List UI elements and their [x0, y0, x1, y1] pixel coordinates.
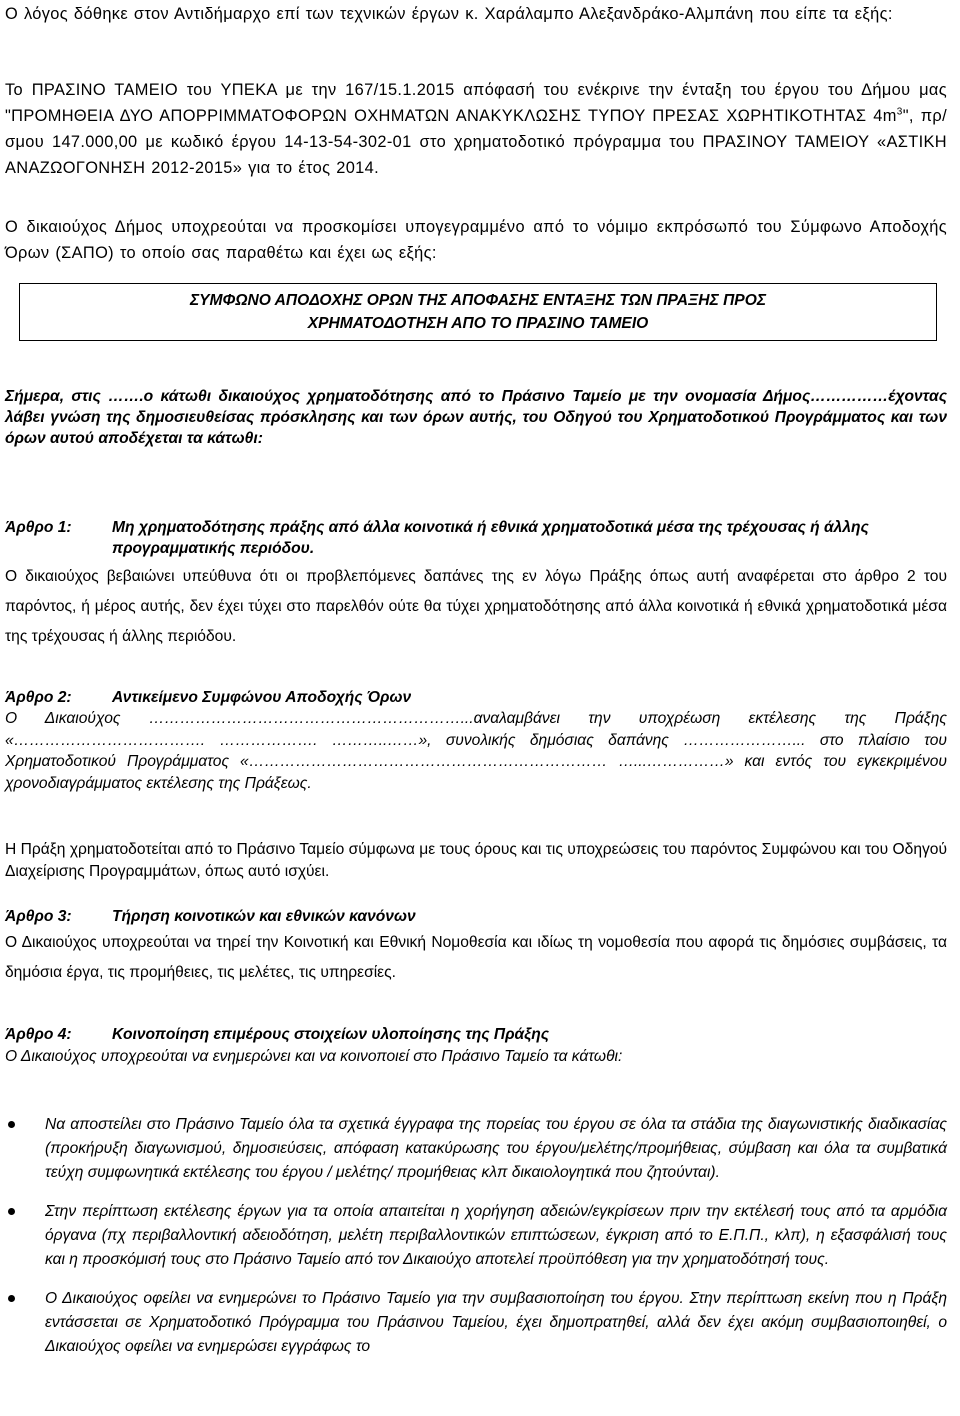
- decision-paragraph: [5, 77, 947, 181]
- list-item: [5, 1200, 947, 1272]
- obligation-paragraph: Ο δικαιούχος Δήμος υποχρεούται να προσκομίσει υπογεγραμμένο από το νόμιμο εκπρόσωπό του Σύμφωνο Αποδοχής Όρων (ΣΑΠΟ) το οποίο σας παραθέτω και έχει ως εξής:: [5, 218, 947, 262]
- article4-bullets-block: [5, 1113, 947, 1374]
- article3-number: Άρθρο 3:: [5, 908, 72, 925]
- decision-text-part1: Το ΠΡΑΣΙΝΟ ΤΑΜΕΙΟ του ΥΠΕΚΑ με την 167/15.1.2015 απόφασή του ενέκρινε την ένταξη του έργου του Δήμου μας "ΠΡΟΜΗΘΕΙΑ ΔΥΟ ΑΠΟΡΡΙΜΜΑΤΟΦΟΡΩΝ ΟΧΗΜΑΤΩΝ ΑΝΑΚΥΚΛΩΣΗΣ ΤΥΠΟΥ ΠΡΕΣΑΣ ΧΩΡΗΤΙΚΟΤΗΤΑΣ 4m: [5, 81, 947, 125]
- article1-body-block: [5, 562, 947, 652]
- bullet-text: Στην περίπτωση εκτέλεσης έργων για τα οποία απαιτείται η χορήγηση αδειών/εγκρίσεων πριν την εκτέλεσή τους από τα αρμόδια όργανα (πχ περιβαλλοντική αδειοδότηση, μελέτη περιβαλλοντικών επιπτώσεων, έγκριση από το Ε.Π.Π., κλπ), η εξασφάλισή τους και η προσκόμισή τους στο Πράσινο Ταμείο από τον Δικαιούχο αποτελεί προϋπόθεση για την χρηματοδότησή τους.: [45, 1203, 947, 1268]
- article1-number: Άρθρο 1:: [5, 519, 72, 536]
- decision-text-part2: ", πρ/σμου 147.000,00 με κωδικό έργου 14-13-54-302-01 στο χρηματοδοτικό πρόγραμμα του ΠΡΑΣΙΝΟΥ ΤΑΜΕΙΟΥ «ΑΣΤΙΚΗ ΑΝΑΖΩΟΓΟΝΗΣΗ 2012-2015» για το έτος 2014.: [5, 107, 947, 177]
- article3-body-block: [5, 928, 947, 988]
- article4-body-block: [5, 1046, 947, 1067]
- article1-title: Μη χρηματοδότησης πράξης από άλλα κοινοτικά ή εθνικά χρηματοδοτικά μέσα της τρέχουσας ή άλλης προγραμματικής περιόδου.: [112, 519, 869, 557]
- bullet-text: Να αποστείλει στο Πράσινο Ταμείο όλα τα σχετικά έγγραφα της πορείας του έργου σε όλα τα στάδια της διαγωνιστικής διαδικασίας (προκήρυξη διαγωνισμού, δημοσιεύσεις, απόφαση κατακύρωσης του έργου/μελέτης/προμήθειας, σύμβαση και όλα τα συμβατικά τεύχη συμφωνητικά εκτέλεσης του έργου / μελέτης/ προμήθειας κλπ δικαιολογητικά που ζητούνται).: [45, 1116, 947, 1181]
- article4-number: Άρθρο 4:: [5, 1026, 72, 1043]
- agreement-intro-text: Σήμερα, στις …….o κάτωθι δικαιούχος χρηματοδότησης από το Πράσινο Ταμείο με την ονομασία Δήμος……………έχοντας λάβει γνώση της δημοσιευθείσας πρόσκλησης και των όρων αυτής, του Οδηγού του Χρηματοδοτικού Προγράμματος και των όρων αυτού αποδέχεται τα κάτωθι:: [5, 388, 947, 447]
- article2-body2-block: [5, 839, 947, 882]
- intro-paragraph: Ο λόγος δόθηκε στον Αντιδήμαρχο επί των τεχνικών έργων κ. Χαράλαμπο Αλεξανδράκο-Αλμπάνη που είπε τα εξής:: [5, 5, 893, 23]
- article3-title: Τήρηση κοινοτικών και εθνικών κανόνων: [112, 908, 416, 925]
- article1-body: Ο δικαιούχος βεβαιώνει υπεύθυνα ότι οι προβλεπόμενες δαπάνες της εν λόγω Πράξης όπως αυτή αναφέρεται στο άρθρο 2 του παρόντος, ή μέρος αυτής, δεν έχει τύχει στο παρελθόν ούτε θα τύχει χρηματοδότησης από άλλα κοινοτικά ή εθνικά χρηματοδοτικά μέσα της τρέχουσας ή άλλης περιόδου.: [5, 568, 947, 645]
- article4-bullet-list: [5, 1113, 947, 1359]
- article2-body2: Η Πράξη χρηματοδοτείται από το Πράσινο Ταμείο σύμφωνα με τους όρους και τις υποχρεώσεις του παρόντος Συμφώνου και του Οδηγού Διαχείρισης Προγραμμάτων, όπως αυτό ισχύει.: [5, 841, 947, 880]
- article2-body-block: [5, 708, 947, 794]
- agreement-title-line2: ΧΡΗΜΑΤΟΔΟΤΗΣΗ ΑΠΟ ΤΟ ΠΡΑΣΙΝΟ ΤΑΜΕΙΟ: [307, 315, 649, 332]
- bullet-icon: [8, 1121, 15, 1128]
- article2-number: Άρθρο 2:: [5, 689, 72, 706]
- article2-heading: [5, 687, 411, 708]
- article4-heading: [5, 1024, 549, 1045]
- bullet-text: Ο Δικαιούχος οφείλει να ενημερώνει το Πράσινο Ταμείο για την συμβασιοποίηση του έργου. Στην περίπτωση εκείνη που η Πράξη εντάσσεται σε Χρηματοδοτικό Πρόγραμμα του Πράσινου Ταμείου, έχει δημοπρατηθεί, αλλά δεν έχει ακόμη συμβασιοποιηθεί, ο Δικαιούχος οφείλει να ενημερώσει εγγράφως το: [45, 1290, 947, 1355]
- decision-superscript: 3: [896, 106, 903, 118]
- bullet-icon: [8, 1295, 15, 1302]
- list-item: [5, 1287, 947, 1359]
- article1-heading: [5, 517, 112, 538]
- bullet-icon: [8, 1208, 15, 1215]
- article2-title: Αντικείμενο Συμφώνου Αποδοχής Όρων: [112, 689, 412, 706]
- list-item: [5, 1113, 947, 1185]
- article4-body: Ο Δικαιούχος υποχρεούται να ενημερώνει και να κοινοποιεί στο Πράσινο Ταμείο τα κάτωθι:: [5, 1048, 623, 1065]
- agreement-title-line1: ΣΥΜΦΩΝΟ ΑΠΟΔΟΧΗΣ ΟΡΩΝ ΤΗΣ ΑΠΟΦΑΣΗΣ ΕΝΤΑΞΗΣ ΤΩΝ ΠΡΑΞΗΣ ΠΡΟΣ: [189, 292, 767, 309]
- article4-title: Κοινοποίηση επιμέρους στοιχείων υλοποίησης της Πράξης: [112, 1026, 550, 1043]
- agreement-title-box: [19, 283, 937, 341]
- article3-body: Ο Δικαιούχος υποχρεούται να τηρεί την Κοινοτική και Εθνική Νομοθεσία και ιδίως τη νομοθεσία που αφορά τις δημόσιες συμβάσεις, τα δημόσια έργα, τις προμήθειες, τις μελέτες, τις υπηρεσίες.: [5, 934, 947, 981]
- article3-heading: [5, 906, 416, 927]
- article2-body1: Ο Δικαιούχος ……………………………………………………...αναλαμβάνει την υποχρέωση εκτέλεσης της Πράξης «………………………………. ………………. ………..……», συνολικής δημόσιας δαπάνης …………………... στο πλαίσιο του Χρηματοδοτικού Προγράμματος «…………………………………………………………… …...……………» και εντός του εγκεκριμένου χρονοδιαγράμματος εκτέλεσης της Πράξεως.: [5, 710, 947, 792]
